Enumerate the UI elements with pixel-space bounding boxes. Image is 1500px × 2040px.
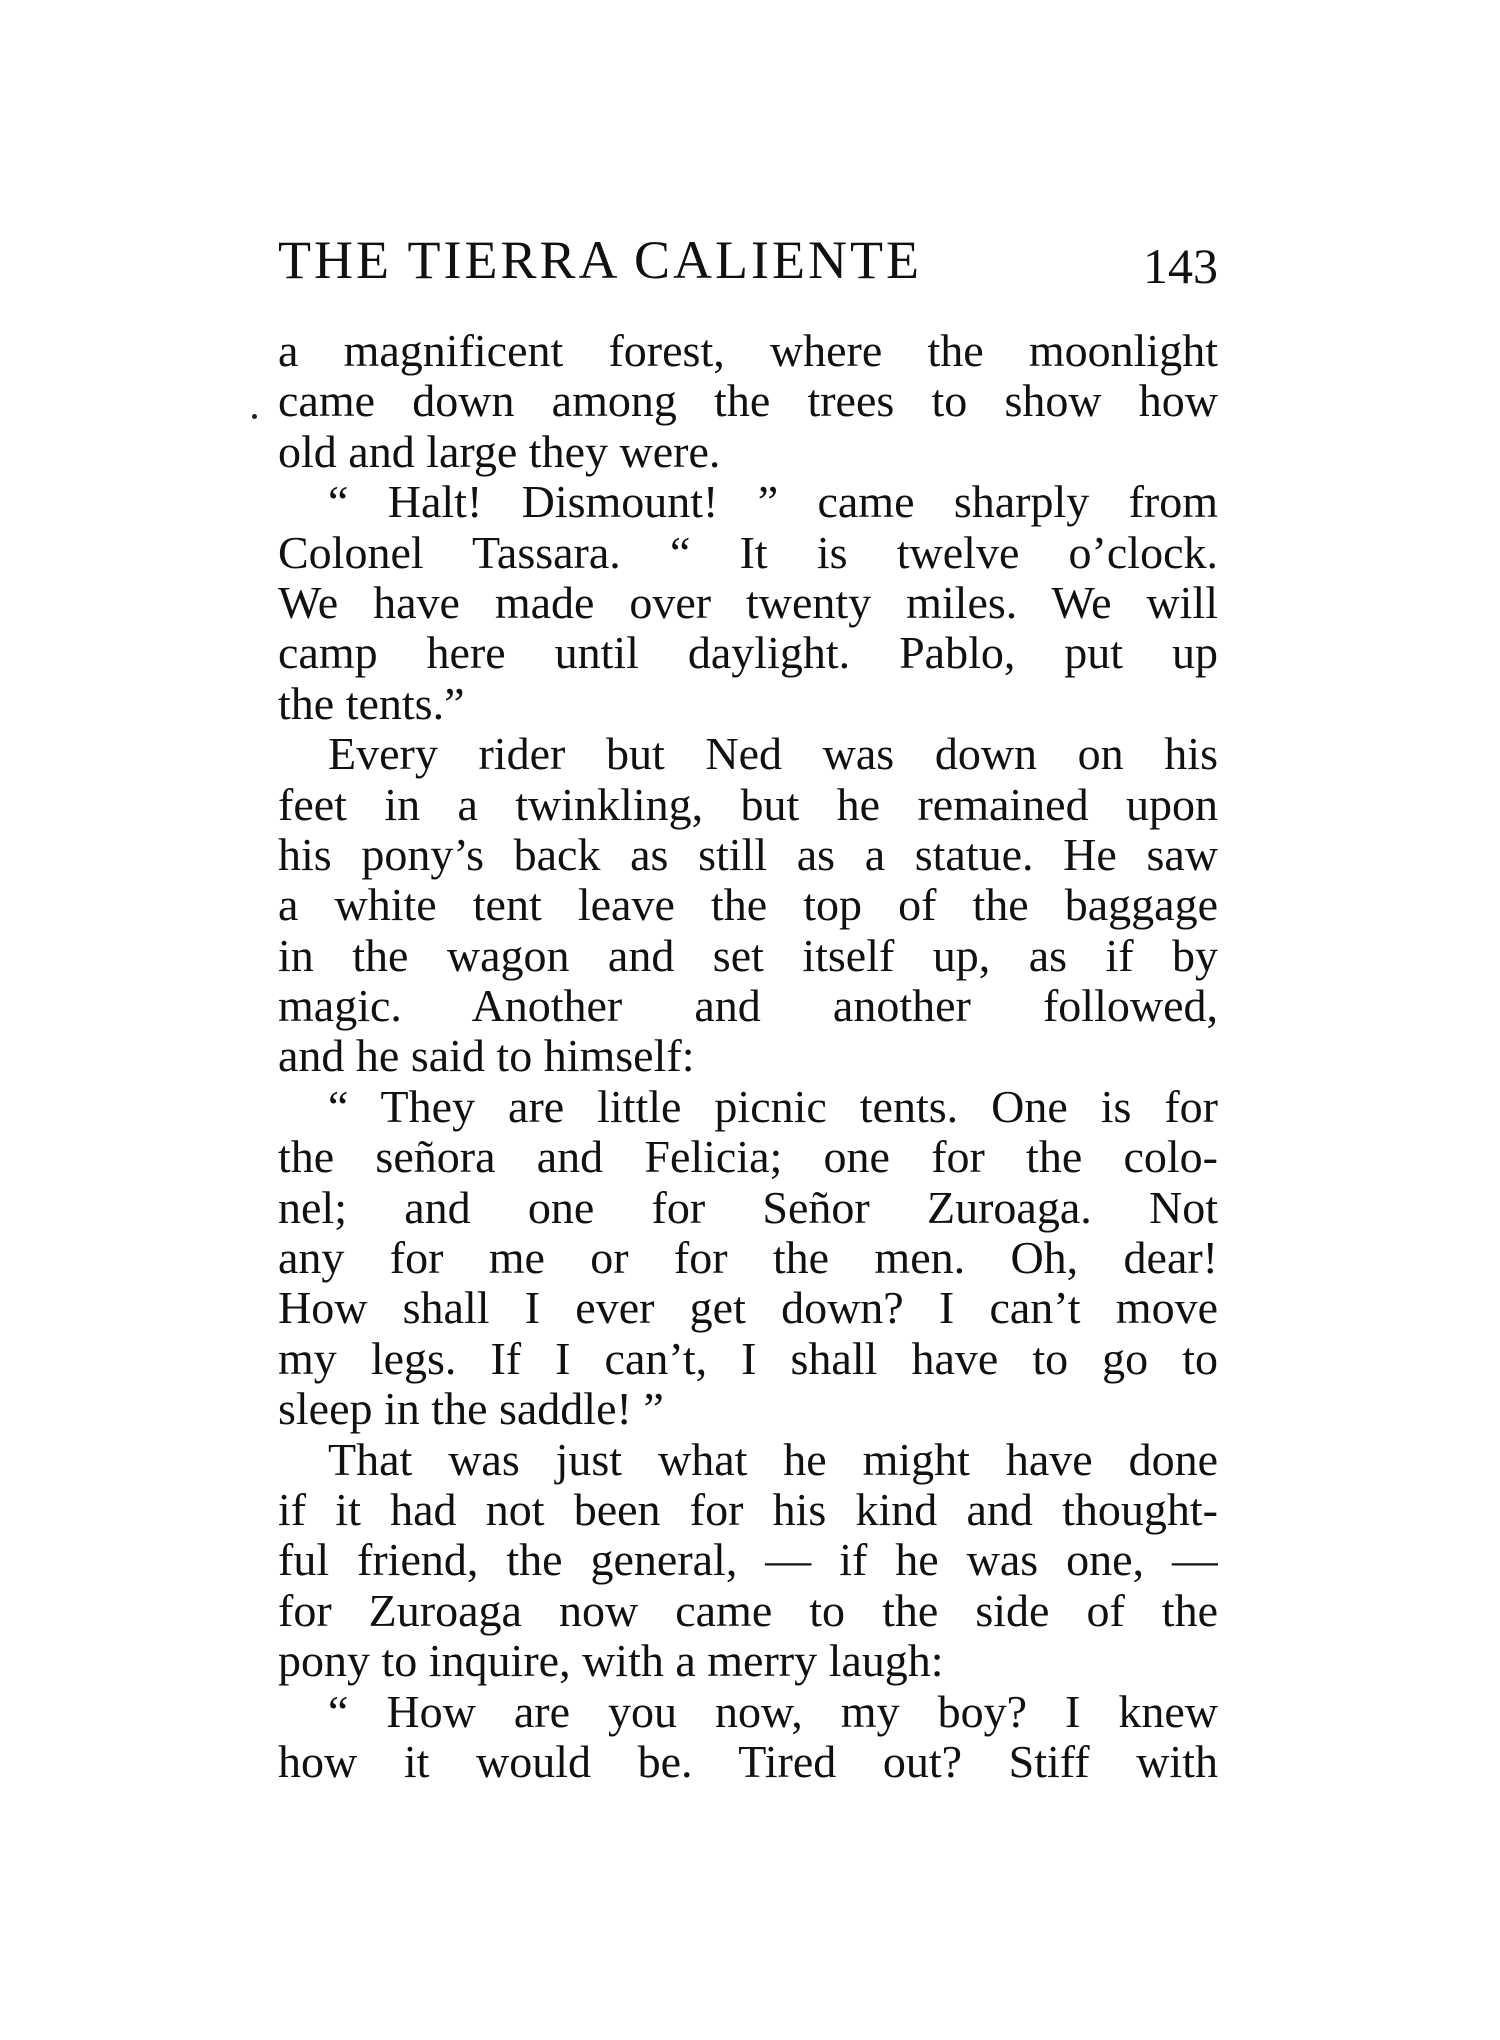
text-line: a magnificent forest, where the moonlight xyxy=(278,326,1218,376)
text-line: the señora and Felicia; one for the colo- xyxy=(278,1132,1218,1183)
text-line: “ How are you now, my boy? I knew xyxy=(328,1686,1218,1737)
text-line: the tents.” xyxy=(278,678,465,729)
text-line: his pony’s back as still as a statue. He saw xyxy=(278,829,1218,880)
text-line: We have made over twenty miles. We will xyxy=(278,577,1218,628)
text-line: How shall I ever get down? I can’t move xyxy=(278,1283,1218,1334)
text-line: old and large they were. xyxy=(278,426,721,477)
page-number: 143 xyxy=(1143,238,1218,294)
text-line: ful friend, the general, — if he was one, — xyxy=(278,1535,1218,1586)
text-line: Colonel Tassara. “ It is twelve o’clock. xyxy=(278,527,1218,578)
text-line: sleep in the saddle! ” xyxy=(278,1384,664,1435)
text-line: “ Halt! Dismount! ” came sharply from xyxy=(328,477,1218,528)
margin-speck xyxy=(252,414,257,419)
text-line: how it would be. Tired out? Stiff with xyxy=(278,1736,1218,1787)
text-line: camp here until daylight. Pablo, put up xyxy=(278,628,1218,679)
text-line: and he said to himself: xyxy=(278,1031,695,1082)
text-line: any for me or for the men. Oh, dear! xyxy=(278,1233,1218,1284)
text-line: nel; and one for Señor Zuroaga. Not xyxy=(278,1182,1218,1233)
text-line: came down among the trees to show how xyxy=(278,376,1218,427)
running-head xyxy=(278,225,1218,295)
text-line: if it had not been for his kind and thought- xyxy=(278,1484,1218,1535)
text-line: That was just what he might have done xyxy=(328,1434,1218,1485)
running-title: THE TIERRA CALIENTE xyxy=(278,230,922,290)
text-line: for Zuroaga now came to the side of the xyxy=(278,1585,1218,1636)
text-line: Every rider but Ned was down on his xyxy=(328,729,1218,780)
text-line: feet in a twinkling, but he remained upon xyxy=(278,779,1218,830)
text-line: my legs. If I can’t, I shall have to go to xyxy=(278,1333,1218,1384)
text-line: pony to inquire, with a merry laugh: xyxy=(278,1636,944,1687)
text-line: magic. Another and another followed, xyxy=(278,981,1218,1032)
text-line: in the wagon and set itself up, as if by xyxy=(278,930,1218,981)
text-line: “ They are little picnic tents. One is for xyxy=(328,1081,1218,1132)
body-text xyxy=(278,326,1218,1787)
text-line: a white tent leave the top of the baggage xyxy=(278,880,1218,931)
